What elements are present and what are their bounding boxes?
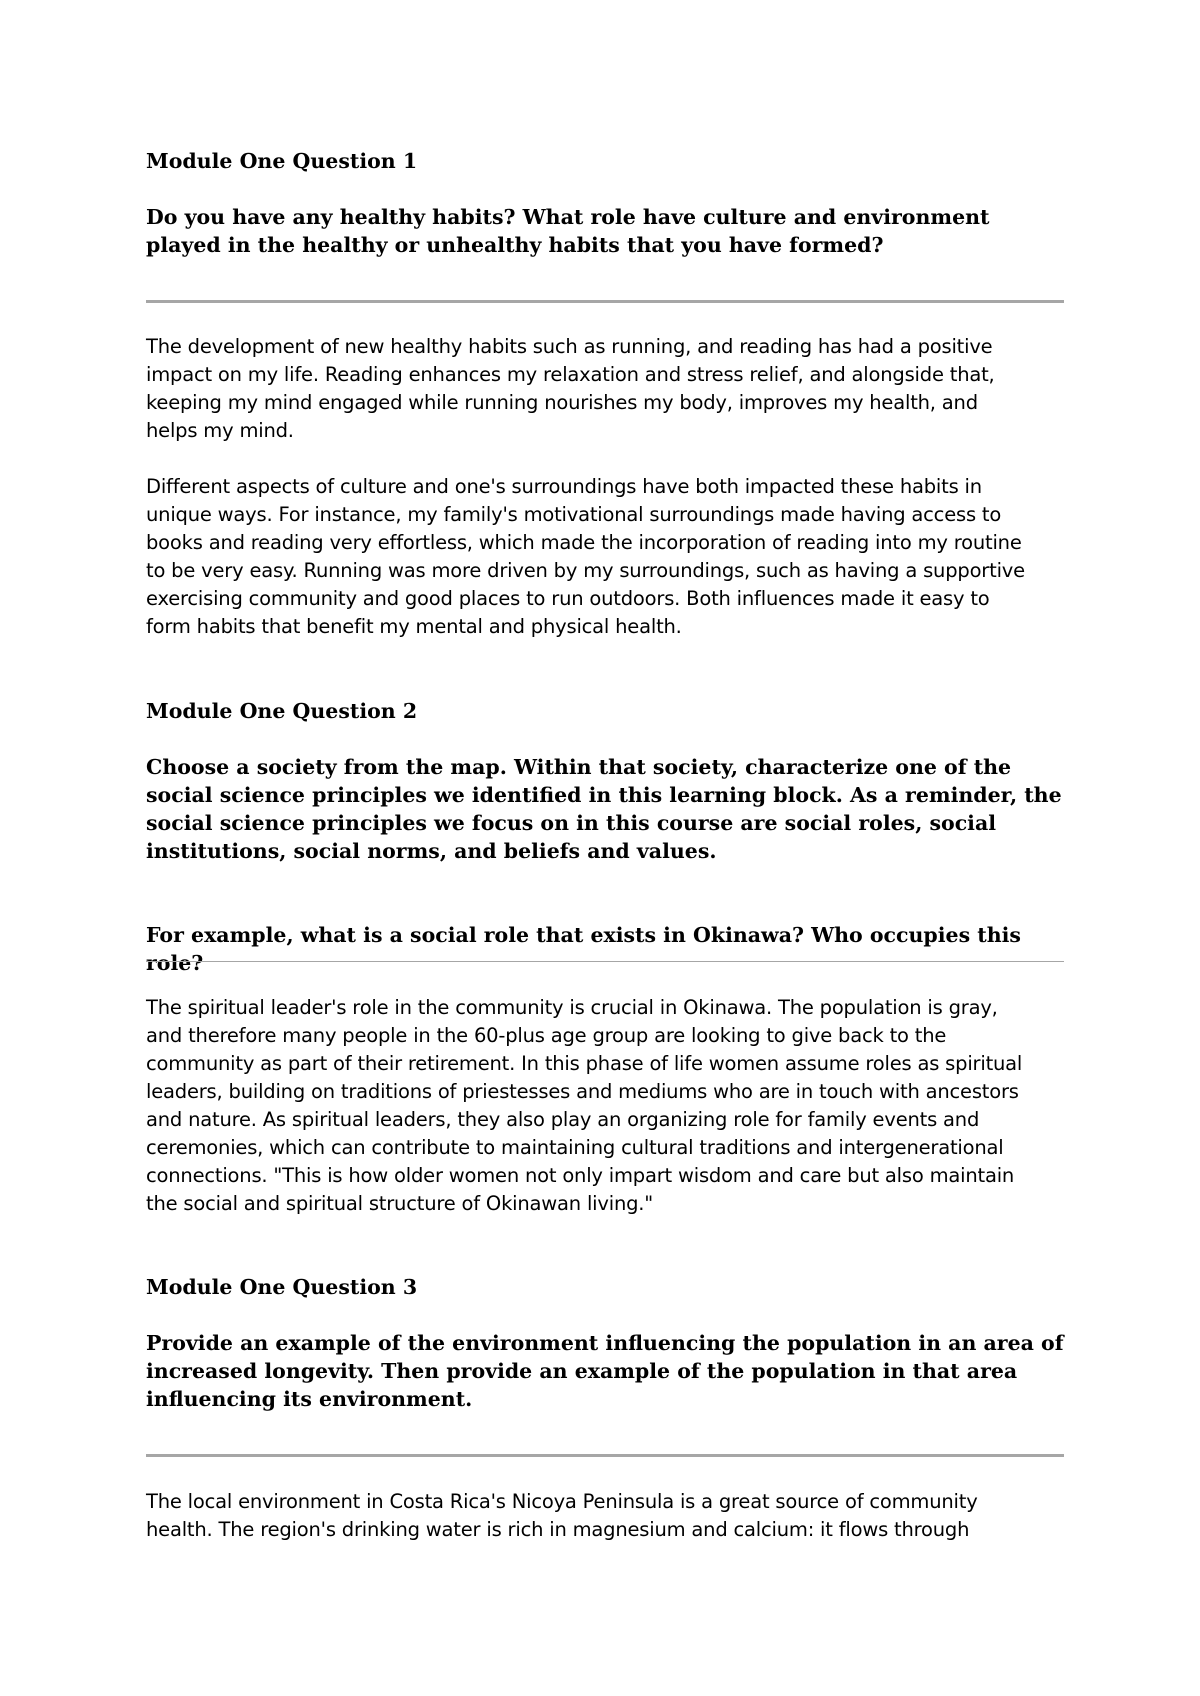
section-2-prompt: Choose a society from the map. Within that society, characterize one of the social science principles we identified in this learning block. As a reminder, the social science principles we focus on in this course are social roles, social institutions, social norms, and beliefs and values.: [146, 755, 1062, 863]
section-3-heading: Module One Question 3: [146, 1275, 418, 1299]
section-1-heading: Module One Question 1: [146, 149, 418, 173]
section-2-heading: Module One Question 2: [146, 699, 418, 723]
section-3-answer-paragraph-1: The local environment in Costa Rica's Nicoya Peninsula is a great source of community health. The region's drinking water is rich in magnesium and calcium: it flows through: [146, 1490, 978, 1541]
section-1-answer-paragraph-1: The development of new healthy habits such as running, and reading has had a positive impact on my life. Reading enhances my relaxation and stress relief, and alongside that, keeping my mind engaged while running nourishes my body, improves my health, and helps my mind.: [146, 335, 995, 442]
section-2-divider: [146, 961, 1064, 962]
section-3-prompt: Provide an example of the environment influencing the population in an area of increased longevity. Then provide an example of the population in that area influencing its environment.: [146, 1331, 1064, 1411]
section-2-answer-paragraph-1: The spiritual leader's role in the community is crucial in Okinawa. The population is gray, and therefore many people in the 60-plus age group are looking to give back to the community as part of their retirement. In this phase of life women assume roles as spiritual leaders, building on traditions of priestesses and mediums who are in touch with ancestors and nature. As spiritual leaders, they also play an organizing role for family events and ceremonies, which can contribute to maintaining cultural traditions and intergenerational connections. "This is how older women not only impart wisdom and care but also maintain the social and spiritual structure of Okinawan living.": [146, 996, 1023, 1215]
section-1-prompt: Do you have any healthy habits? What role have culture and environment played in the healthy or unhealthy habits that you have formed?: [146, 205, 990, 257]
section-1-divider: [146, 300, 1064, 303]
section-3-divider: [146, 1454, 1064, 1457]
section-2-example-question: For example, what is a social role that exists in Okinawa? Who occupies this role?: [146, 923, 1021, 975]
section-1-answer-paragraph-2: Different aspects of culture and one's surroundings have both impacted these habits in unique ways. For instance, my family's motivational surroundings made having access to books and reading very effortless, which made the incorporation of reading into my routine to be very easy. Running was more driven by my surroundings, such as having a supportive exercising community and good places to run outdoors. Both influences made it easy to form habits that benefit my mental and physical health.: [146, 475, 1025, 638]
